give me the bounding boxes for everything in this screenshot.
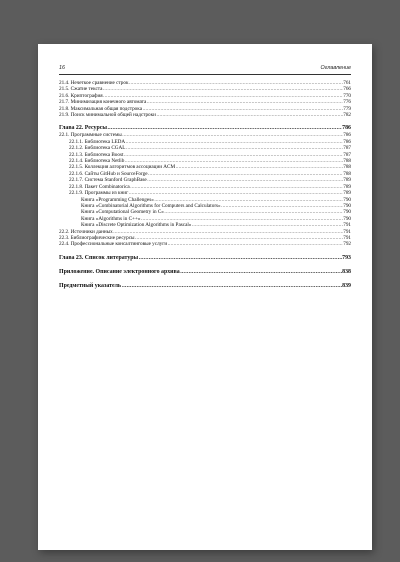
toc-spacer — [59, 262, 351, 269]
toc-spacer — [59, 276, 351, 283]
toc-entry-page: 791 — [343, 222, 351, 229]
toc-entry-title: Книга «Programming Challenges» — [81, 196, 154, 203]
toc-entry-title: 22.2. Источники данных — [59, 228, 113, 235]
toc-entry-page: 790 — [343, 196, 351, 203]
toc-entry-page: 839 — [342, 282, 351, 289]
toc-entry-title: 21.4. Нечеткое сравнение строк — [59, 80, 129, 86]
toc-entry-title: 22.1.7. Система Stanford GraphBase — [69, 177, 147, 184]
toc-chapter-entry[interactable] — [59, 269, 351, 276]
toc-entry-title: Книга «Computational Geometry in C» — [81, 209, 164, 216]
toc-entry-title: 21.8. Максимальная общая подстрока — [59, 105, 143, 112]
toc-chapter-entry[interactable] — [59, 255, 351, 262]
toc-entry-title: Книга «Discrete Optimization Algorithms in Pascal» — [81, 222, 192, 229]
toc-spacer — [59, 118, 351, 125]
toc-entry-page: 787 — [343, 151, 351, 158]
toc-entry-page: 770 — [343, 92, 351, 99]
toc-entry-page: 786 — [342, 125, 351, 132]
toc-entry-title: 22.1.8. Пакет Combinatorica — [69, 183, 130, 190]
toc-entry-page: 788 — [343, 158, 351, 165]
toc-entry[interactable] — [59, 112, 351, 118]
toc-entry-page: 761 — [343, 80, 351, 86]
toc-entry-title: 22.1.6. Сайты GitHub и SourceForge — [69, 170, 148, 177]
dot-leader — [156, 112, 342, 118]
toc-entry-title: 22.4. Профессиональные консалтинговые услуги — [59, 241, 168, 248]
toc-entry-page: 788 — [343, 170, 351, 177]
toc-entry-page: 787 — [343, 145, 351, 152]
toc-entry[interactable] — [59, 241, 351, 247]
dot-leader — [180, 269, 341, 276]
dot-leader — [122, 283, 342, 290]
toc-entry-title: Приложение. Описание электронного архива — [59, 268, 180, 275]
toc-entry-title: 21.6. Криптография — [59, 92, 103, 99]
toc-entry-title: Предметный указатель — [59, 282, 122, 289]
dot-leader — [168, 241, 343, 247]
running-title: Оглавление — [320, 65, 351, 71]
toc-entry-page: 792 — [343, 241, 351, 248]
toc-entry-page: 788 — [343, 164, 351, 171]
toc-entry-page: 779 — [343, 105, 351, 112]
toc-entry-title: Глава 22. Ресурсы — [59, 125, 107, 132]
toc-entry-page: 786 — [343, 138, 351, 145]
toc-entry-page: 786 — [343, 132, 351, 139]
toc-entry-page: 838 — [342, 268, 351, 275]
dot-leader — [107, 125, 341, 132]
toc-entry-page: 793 — [342, 254, 351, 261]
table-of-contents — [59, 80, 351, 290]
running-header — [59, 65, 351, 75]
toc-entry-title: 22.1.3. Библиотека Boost — [69, 151, 124, 158]
toc-entry-title: 21.9. Поиск минимальной общей надстроки — [59, 112, 156, 119]
toc-entry-title: Глава 23. Список литературы — [59, 254, 139, 261]
toc-entry-title: 21.7. Минимизация конечного автомата — [59, 99, 147, 106]
toc-entry-page: 789 — [343, 190, 351, 197]
toc-entry-title: 22.1.5. Коллекция алгоритмов ассоциации ACM — [69, 164, 176, 171]
toc-entry-page: 789 — [343, 183, 351, 190]
dot-leader — [139, 255, 342, 262]
toc-chapter-entry[interactable] — [59, 283, 351, 290]
toc-entry-page: 776 — [343, 99, 351, 106]
toc-entry-title: 22.1.4. Библиотека Netlib — [69, 158, 125, 165]
toc-entry-title: 22.3. Библиографические ресурсы — [59, 234, 135, 241]
toc-entry-title: Книга «Combinatorial Algorithms for Computers and Calculators» — [81, 202, 221, 209]
toc-entry-page: 791 — [343, 234, 351, 241]
toc-entry-page: 766 — [343, 86, 351, 93]
toc-entry-page: 791 — [343, 228, 351, 235]
toc-entry-page: 790 — [343, 209, 351, 216]
toc-entry-title: 22.1.1. Библиотека LEDA — [69, 138, 126, 145]
toc-entry-title: 22.1.9. Программы из книг — [69, 190, 129, 197]
toc-entry-title: Книга «Algorithms in C++» — [81, 215, 141, 222]
toc-chapter-entry[interactable] — [59, 125, 351, 132]
toc-entry-title: 22.1. Программные системы — [59, 132, 122, 139]
page-number: 16 — [59, 65, 65, 71]
toc-entry-page: 790 — [343, 202, 351, 209]
book-page — [38, 44, 372, 550]
toc-entry-title: 22.1.2. Библиотека CGAL — [69, 145, 126, 152]
toc-spacer — [59, 248, 351, 255]
toc-entry-page: 790 — [343, 215, 351, 222]
toc-entry-page: 782 — [343, 112, 351, 119]
toc-entry-title: 21.5. Сжатие текста — [59, 86, 103, 93]
toc-entry-page: 789 — [343, 177, 351, 184]
